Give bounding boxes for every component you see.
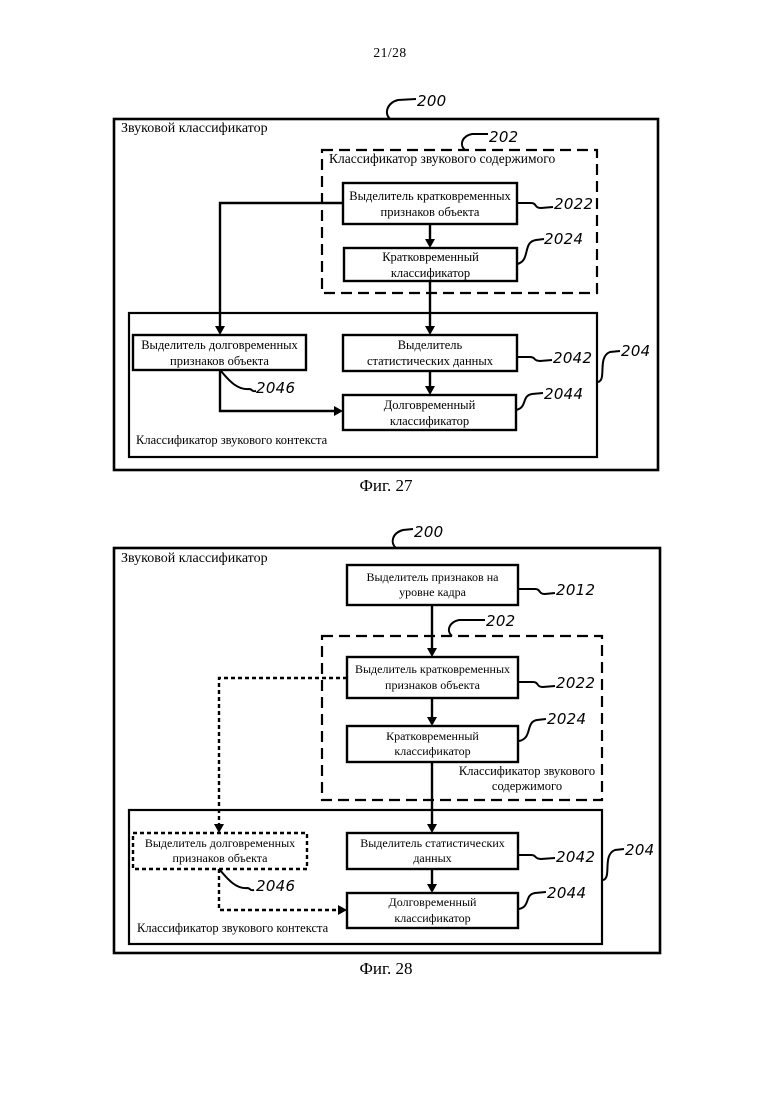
fig27-lead-202 [462, 134, 488, 150]
fig27-ref-2024: 2024 [544, 230, 584, 248]
fig27-ref-2022: 2022 [554, 195, 594, 213]
fig27-ref-204: 204 [621, 342, 651, 360]
fig27-lead-204 [598, 351, 620, 382]
fig28-dotted-branch-line [219, 678, 347, 825]
fig28-audio-classifier-label: Звуковой классификатор [121, 551, 268, 566]
fig28-lead-200 [393, 529, 413, 548]
fig28-lead-2012 [519, 589, 555, 594]
fig28-lead-202 [449, 620, 485, 636]
fig28-ref-2044: 2044 [547, 884, 587, 902]
fig28-long-term-feature-extractor-box: Выделитель долговременных признаков объекта [144, 835, 296, 865]
fig27-ref-200: 200 [417, 92, 447, 110]
fig28-frame-level-feature-extractor-box: Выделитель признаков на уровне кадра [366, 569, 499, 599]
fig27-short-term-feature-extractor-box: Выделитель кратковременных признаков объекта [349, 188, 511, 219]
fig27-context-classifier-label: Классификатор звукового контекста [136, 433, 328, 447]
page-number: 21/28 [373, 45, 407, 60]
fig28-short-term-classifier-box: Кратковременный классификатор [386, 728, 479, 758]
fig28-ref-2042: 2042 [556, 848, 596, 866]
fig27-lead-2024 [517, 239, 544, 264]
fig28-lead-2044 [519, 892, 546, 909]
fig27-statistics-extractor-box: Выделитель статистических данных [366, 338, 493, 368]
fig28-long-term-classifier-box: Долговременный классификатор [388, 895, 477, 925]
fig28-lead-2042 [519, 855, 555, 859]
fig28-short-term-feature-extractor-box: Выделитель кратковременных признаков объекта [354, 662, 511, 692]
fig28-ref-2022: 2022 [556, 674, 596, 692]
fig27-ref-2046: 2046 [256, 379, 296, 397]
fig28-ref-2024: 2024 [547, 710, 587, 728]
fig28-context-classifier-label: Классификатор звукового контекста [137, 921, 329, 935]
fig27-ref-2044: 2044 [544, 385, 584, 403]
fig27-ref-2042: 2042 [553, 349, 593, 367]
fig27-lead-200 [387, 99, 416, 119]
fig27-audio-classifier-label: Звуковой классификатор [121, 121, 268, 136]
fig28-lead-204 [603, 849, 624, 880]
fig27-lead-2042 [517, 357, 552, 361]
fig28-caption: Фиг. 28 [359, 959, 413, 978]
fig27-lead-2044 [516, 393, 543, 410]
fig28-lead-2022 [519, 682, 555, 687]
fig28-lead-2024 [519, 719, 546, 741]
fig27-branch-line [220, 203, 343, 327]
fig27-short-term-classifier-box: Кратковременный классификатор [382, 249, 479, 280]
fig27-lead-2046 [221, 371, 256, 391]
fig27-content-classifier-label: Классификатор звукового содержимого [329, 151, 556, 166]
fig27-long-term-feature-extractor-box: Выделитель долговременных признаков объекта [141, 337, 298, 368]
fig28-ref-204: 204 [625, 841, 655, 859]
fig28-content-classifier-label: Классификатор звукового содержимого [458, 764, 596, 794]
fig28-lead-2046 [220, 870, 254, 890]
fig28-ref-202: 202 [486, 612, 516, 630]
fig28-statistics-extractor-box: Выделитель статистических данных [360, 835, 505, 865]
fig27-long-term-classifier-box: Долговременный классификатор [383, 397, 476, 428]
fig28-ref-2046: 2046 [256, 877, 296, 895]
fig27-lead-2022 [517, 203, 553, 208]
fig27-ref-202: 202 [489, 128, 519, 146]
fig27-caption: Фиг. 27 [359, 476, 413, 495]
fig28-ref-2012: 2012 [556, 581, 596, 599]
fig28-ref-200: 200 [414, 523, 444, 541]
